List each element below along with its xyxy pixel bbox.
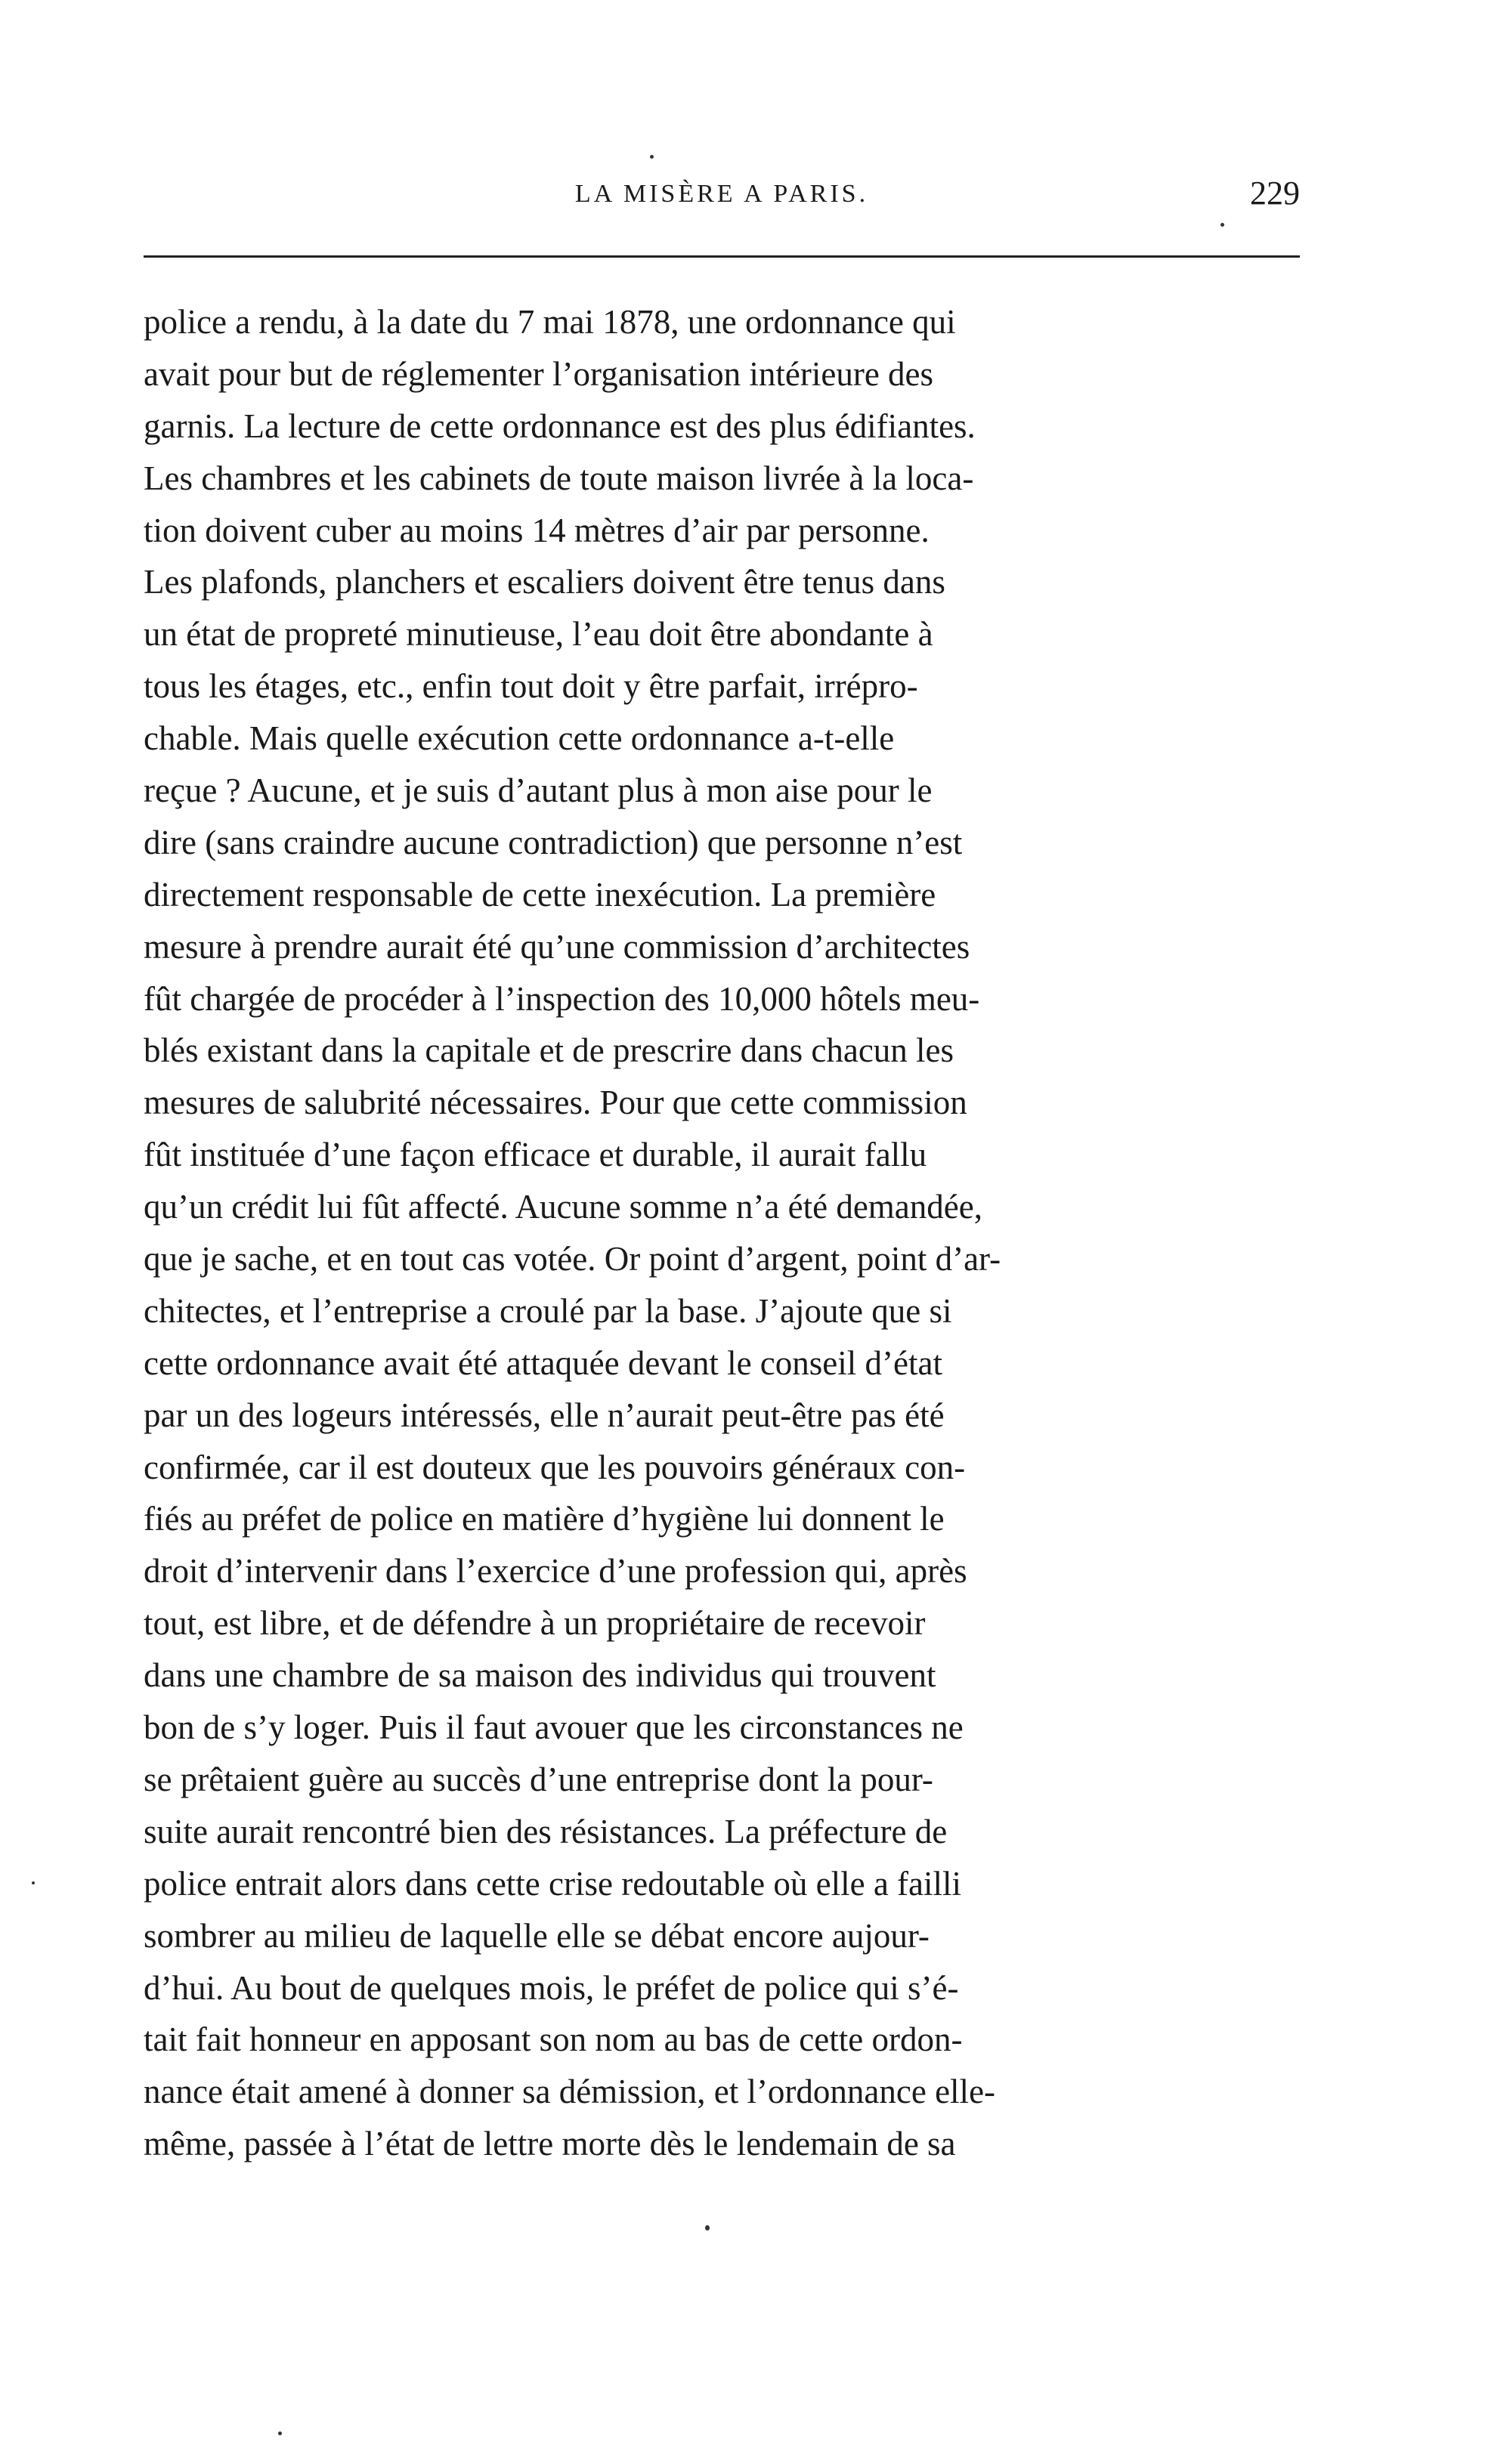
text-line: sombrer au milieu de laquelle elle se débat encore aujour- [144,1916,930,1955]
text-line: tout, est libre, et de défendre à un propriétaire de recevoir [144,1604,926,1643]
text-line: mesure à prendre aurait été qu’une commission d’architectes [144,927,970,966]
text-line: droit d’intervenir dans l’exercice d’une profession qui, après [144,1552,967,1591]
text-line: directement responsable de cette inexécution. La première [144,875,936,914]
running-head [144,174,1300,227]
header-rule [144,255,1300,258]
text-line: bon de s’y loger. Puis il faut avouer que les circonstances ne [144,1708,964,1747]
text-line: nance était amené à donner sa démission, et l’ordonnance elle- [144,2073,996,2111]
text-line: par un des logeurs intéressés, elle n’aurait peut-être pas été [144,1396,945,1434]
text-line: cette ordonnance avait été attaquée devant le conseil d’état [144,1343,942,1382]
text-line: garnis. La lecture de cette ordonnance est des plus édifiantes. [144,407,976,445]
text-line: même, passée à l’état de lettre morte dès le lendemain de sa [144,2125,956,2163]
scan-speck [705,2225,710,2231]
text-line: dans une chambre de sa maison des individus qui trouvent [144,1656,936,1695]
text-line: reçue ? Aucune, et je suis d’autant plus à mon aise pour le [144,771,933,810]
text-line: chable. Mais quelle exécution cette ordonnance a-t-elle [144,719,895,758]
text-line: d’hui. Au bout de quelques mois, le préfet de police qui s’é- [144,1968,959,2007]
running-head-title: LA MISÈRE A PARIS. [574,180,869,208]
page-number: 229 [1250,175,1300,212]
text-line: Les plafonds, planchers et escaliers doivent être tenus dans [144,563,945,601]
text-line: fiés au préfet de police en matière d’hygiène lui donnent le [144,1500,945,1538]
scan-speck [32,1881,35,1884]
text-line: Les chambres et les cabinets de toute maison livrée à la loca- [144,459,974,497]
text-line: mesures de salubrité nécessaires. Pour que cette commission [144,1084,967,1122]
text-line: se prêtaient guère au succès d’une entreprise dont la pour- [144,1760,933,1798]
text-line: tous les étages, etc., enfin tout doit y être parfait, irrépro- [144,667,918,706]
scan-speck [650,155,654,159]
text-line: avait pour but de réglementer l’organisation intérieure des [144,354,934,393]
text-line: tait fait honneur en apposant son nom au bas de cette ordon- [144,2020,963,2059]
text-line: fût chargée de procéder à l’inspection des 10,000 hôtels meu- [144,979,980,1018]
text-line: police a rendu, à la date du 7 mai 1878, une ordonnance qui [144,303,956,341]
scan-speck [1220,223,1224,227]
body-text [144,296,1300,2170]
text-line: tion doivent cuber au moins 14 mètres d’air par personne. [144,511,930,549]
scan-speck [278,2432,282,2435]
text-line: confirmée, car il est douteux que les pouvoirs généraux con- [144,1448,966,1486]
text-line: fût instituée d’une façon efficace et durable, il aurait fallu [144,1136,927,1174]
text-line: blés existant dans la capitale et de prescrire dans chacun les [144,1031,954,1070]
text-line: police entrait alors dans cette crise redoutable où elle a failli [144,1864,962,1903]
text-line: qu’un crédit lui fût affecté. Aucune somme n’a été demandée, [144,1188,982,1226]
text-line: un état de propreté minutieuse, l’eau doit être abondante à [144,615,933,654]
text-line: dire (sans craindre aucune contradiction) que personne n’est [144,823,963,861]
text-line: suite aurait rencontré bien des résistances. La préfecture de [144,1812,948,1850]
text-line: chitectes, et l’entreprise a croulé par la base. J’ajoute que si [144,1291,952,1330]
text-line: que je sache, et en tout cas votée. Or point d’argent, point d’ar- [144,1240,1001,1278]
